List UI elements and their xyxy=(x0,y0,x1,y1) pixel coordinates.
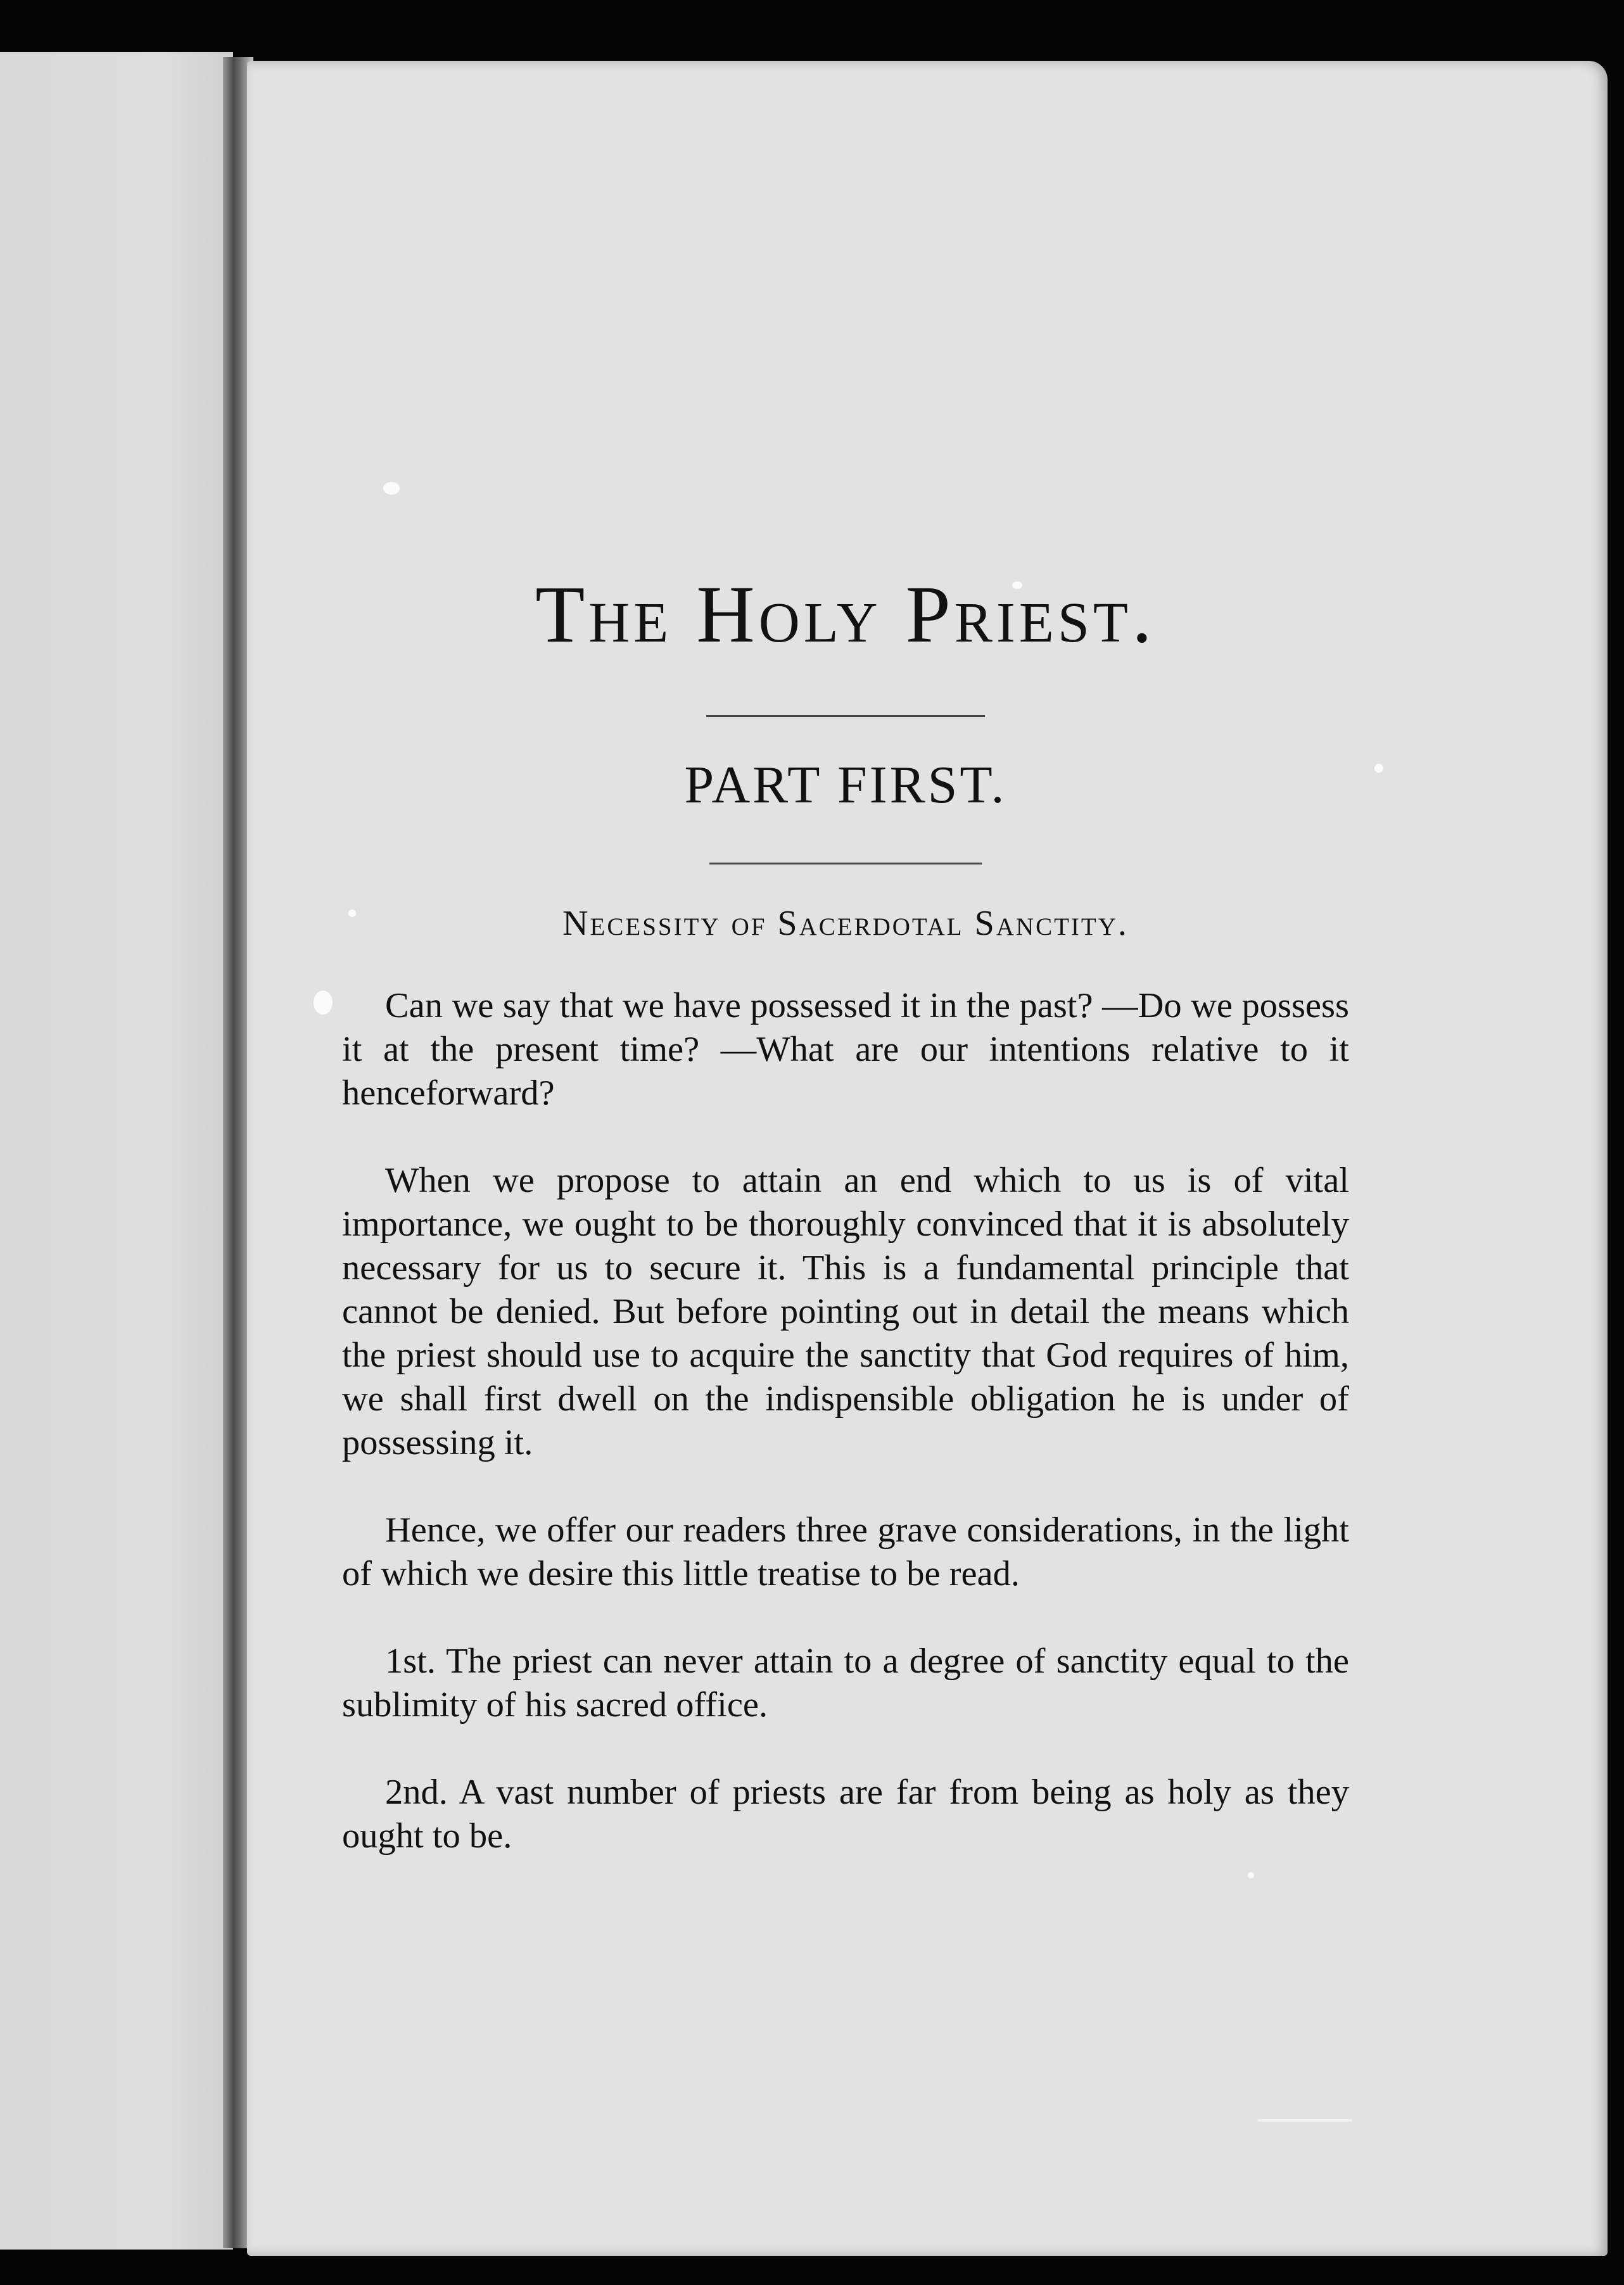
page-text xyxy=(342,570,1349,1858)
dust-speck xyxy=(314,991,333,1015)
paragraph: 2nd. A vast number of priests are far from being as holy as they ought to be. xyxy=(342,1773,1349,1856)
paragraph: When we propose to attain an end which to us is of vital importance, we ought to be thoroughly convinced that it is absolutely necessary for us to secure it. This is a fundamental principle that cannot be denied. But before pointing out in detail the means which the priest should use to acquire the sanctity that God requires of him, we shall first dwell on the indispensible obligation he is under of possessing it. xyxy=(342,1161,1349,1463)
dust-speck xyxy=(1374,764,1383,773)
divider-rule xyxy=(709,863,982,864)
part-heading: PART FIRST. xyxy=(684,755,1007,814)
paragraph: Hence, we offer our readers three grave considerations, in the light of which we desire this little treatise to be read. xyxy=(342,1510,1349,1594)
section-title: Necessity of Sacerdotal Sanctity. xyxy=(562,904,1129,944)
dust-speck xyxy=(383,482,400,495)
paragraph: 1st. The priest can never attain to a degree of sanctity equal to the sublimity of his sacred office. xyxy=(342,1642,1349,1725)
dust-speck xyxy=(1257,2119,1352,2122)
divider-rule xyxy=(706,715,985,717)
paragraph: Can we say that we have possessed it in the past? —Do we possess it at the present time? —What are our intentions relative to it henceforward? xyxy=(342,986,1349,1113)
left-page-edge xyxy=(0,52,233,2250)
book-title: The Holy Priest. xyxy=(535,569,1156,659)
dust-speck xyxy=(1248,1872,1254,1878)
